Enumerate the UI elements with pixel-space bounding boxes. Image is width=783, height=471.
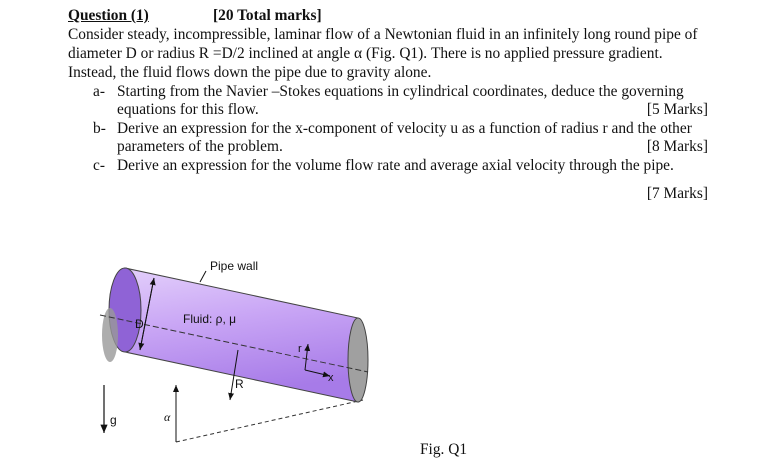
- intro-line-2: diameter D or radius R =D/2 inclined at angle α (Fig. Q1). There is no applied pressure gradient.: [68, 45, 663, 62]
- diameter-label: D: [135, 317, 144, 331]
- figure-caption: Fig. Q1: [420, 441, 468, 458]
- part-b-line-1: Derive an expression for the x-component of velocity u as a function of radius r and the other: [117, 120, 692, 137]
- part-b-marks: [8 Marks]: [646, 138, 708, 155]
- part-c-marks: [7 Marks]: [646, 185, 708, 202]
- r-axis-label: r: [298, 343, 302, 355]
- radius-label: R: [235, 377, 244, 391]
- part-a-marks: [5 Marks]: [646, 101, 708, 118]
- fluid-label: Fluid: ρ, μ: [183, 312, 237, 326]
- part-b-label: b-: [93, 120, 106, 137]
- question-title: Question (1): [68, 7, 149, 24]
- pipe-wall-leader: [200, 271, 206, 282]
- gravity-label: g: [110, 413, 117, 427]
- part-a-line-1: Starting from the Navier –Stokes equations in cylindrical coordinates, deduce the governing: [117, 83, 684, 100]
- part-b-line-2: parameters of the problem.: [117, 138, 283, 155]
- x-axis-label: x: [328, 372, 334, 384]
- part-a-line-2: equations for this flow.: [117, 101, 259, 118]
- angle-label: α: [164, 410, 171, 424]
- part-a-label: a-: [93, 83, 105, 100]
- pipe-right-end: [348, 318, 368, 402]
- intro-line-3: Instead, the fluid flows down the pipe due to gravity alone.: [68, 64, 432, 81]
- pipe-wall-label: Pipe wall: [210, 259, 259, 273]
- total-marks: [20 Total marks]: [213, 7, 322, 24]
- incline-line: [176, 400, 363, 442]
- part-c-label: c-: [93, 157, 105, 174]
- intro-line-1: Consider steady, incompressible, laminar flow of a Newtonian fluid in an infinitely long round pipe of: [68, 26, 698, 43]
- part-c-line-1: Derive an expression for the volume flow rate and average axial velocity through the pipe.: [117, 157, 674, 174]
